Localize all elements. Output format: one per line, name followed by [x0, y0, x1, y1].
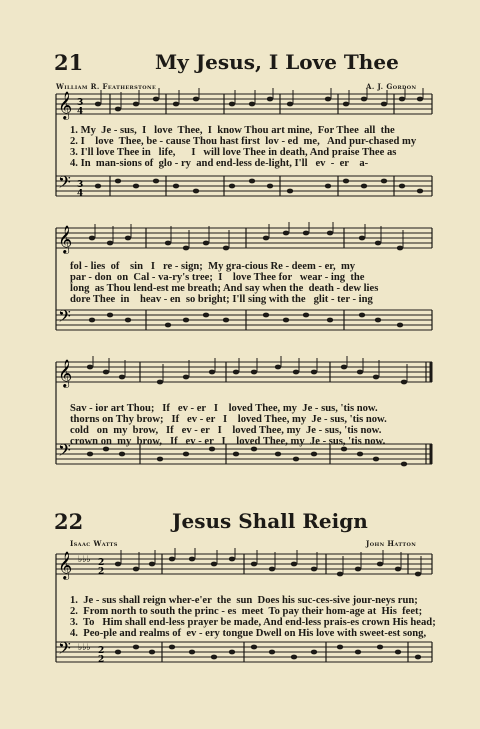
- treble-clef-icon: 𝄞: [58, 551, 73, 579]
- time-signature: 4: [77, 107, 84, 117]
- lyric-line: thorns on Thy brow; If ev - er I loved Thee, my Je - sus, 'tis now.: [70, 414, 387, 425]
- hymn-number: 22: [54, 509, 84, 534]
- time-signature: 3: [77, 180, 84, 190]
- treble-staff: [56, 94, 432, 114]
- time-signature: 2: [98, 558, 105, 568]
- lyric-line: 2. From north to south the princ - es meet To pay their hom-age at His feet;: [70, 606, 423, 617]
- words-credit: William R. Featherstone: [56, 82, 157, 91]
- time-signature: 2: [98, 567, 105, 577]
- lyric-line: par - don on Cal - va-ry's tree; I love Thee for wear - ing the: [70, 272, 365, 283]
- hymn-title: Jesus Shall Reign: [172, 509, 368, 533]
- lyric-line: dore Thee in heav - en so bright; I'll sing with the glit - ter - ing: [70, 294, 373, 305]
- treble-clef-icon: 𝄞: [58, 225, 73, 253]
- music-credit: John Hatton: [366, 539, 417, 548]
- lyric-line: long as Thou lend-est me breath; And say when the death - dew lies: [70, 283, 379, 294]
- bass-clef-icon: 𝄢: [58, 172, 71, 196]
- lyric-line: 4. Peo-ple and realms of ev - ery tongue Dwell on His love with sweet-est song,: [70, 628, 427, 639]
- lyric-line: fol - lies of sin I re - sign; My gra-cious Re - deem - er, my: [70, 261, 356, 272]
- lyric-line: 1. My Je - sus, I love Thee, I know Thou art mine, For Thee all the: [70, 125, 395, 136]
- hymn-number: 21: [54, 50, 84, 75]
- bass-clef-icon: 𝄢: [58, 638, 71, 662]
- lyric-line: 1. Je - sus shall reign wher-e'er the sun Does his suc-ces-sive jour-neys run;: [70, 595, 418, 606]
- key-signature-flats: ♭♭♭: [78, 555, 91, 565]
- time-signature: 4: [77, 189, 84, 199]
- time-signature: 2: [98, 655, 105, 665]
- lyric-line: 2. I love Thee, be - cause Thou hast first lov - ed me, And pur-chased my: [70, 136, 417, 147]
- lyric-line: 4. In man-sions of glo - ry and end-less de-light, I'll ev - er a-: [70, 158, 369, 169]
- lyric-line: crown on my brow, If ev - er I loved Thee, my Je - sus, 'tis now.: [70, 436, 386, 447]
- lyric-line: cold on my brow, If ev - er I loved Thee, my Je - sus, 'tis now.: [70, 425, 382, 436]
- lyric-line: 3. I'll love Thee in life, I will love Thee in death, And praise Thee as: [70, 147, 397, 158]
- key-signature-flats: ♭♭♭: [78, 643, 91, 653]
- bass-clef-icon: 𝄢: [58, 440, 71, 464]
- lyric-line: 3. To Him shall end-less prayer be made, And end-less prais-es crown His head;: [70, 617, 436, 628]
- treble-clef-icon: 𝄞: [58, 91, 73, 119]
- music-credit: A. J. Gordon: [366, 82, 417, 91]
- hymn-title: My Jesus, I Love Thee: [155, 50, 399, 74]
- bass-staff: [56, 176, 432, 196]
- lyric-line: Sav - ior art Thou; If ev - er I loved Thee, my Je - sus, 'tis now.: [70, 403, 378, 414]
- words-credit: Isaac Watts: [70, 539, 118, 548]
- treble-notes: [95, 88, 423, 111]
- treble-clef-icon: 𝄞: [58, 359, 73, 387]
- time-signature: 3: [77, 98, 84, 108]
- bass-clef-icon: 𝄢: [58, 306, 71, 330]
- time-signature: 2: [98, 646, 105, 656]
